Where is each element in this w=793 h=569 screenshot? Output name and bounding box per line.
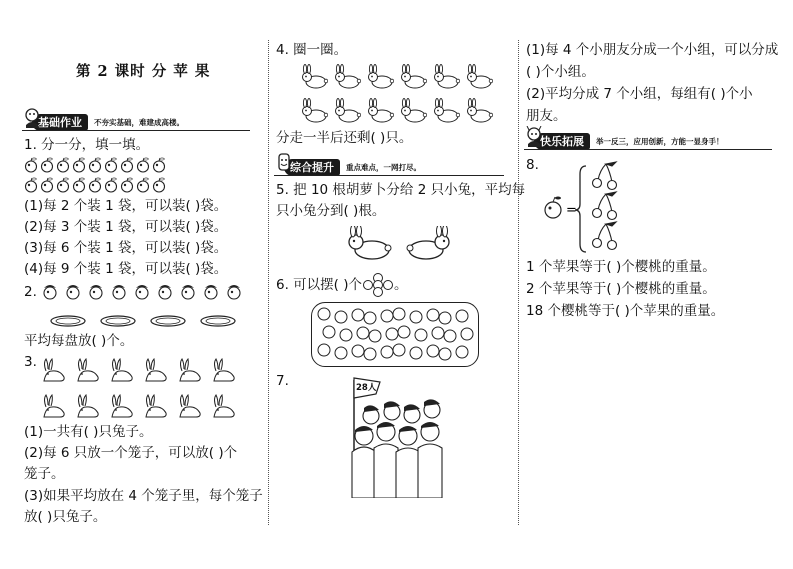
- q1-title: 1. 分一分，填一填。: [24, 137, 150, 153]
- apple-icon: [152, 177, 166, 193]
- cherry-icon: [593, 192, 617, 220]
- rabbit-icon: [300, 98, 328, 124]
- q3-line-1: (1)一共有( )只兔子。: [24, 424, 153, 440]
- q7-children-illustration: [346, 372, 448, 498]
- apple-icon: [63, 282, 83, 300]
- circle-icon: [439, 348, 451, 360]
- circle-icon: [398, 326, 410, 338]
- q3-rabbit-row-1: [40, 357, 238, 383]
- apple-icon: [136, 177, 150, 193]
- rabbit-icon: [333, 98, 361, 124]
- q7-line-2: ( )个小组。: [526, 64, 595, 80]
- q1-line-4: (4)每 9 个装 1 袋，可以装( )袋。: [24, 261, 228, 277]
- plate-icon: [100, 315, 136, 327]
- apple-icon: [120, 157, 134, 173]
- rabbit-icon: [74, 357, 102, 383]
- circle-icon: [352, 345, 364, 357]
- apple-icon: [155, 282, 175, 300]
- rabbit-icon: [40, 393, 68, 419]
- q3-line-4: (3)如果平均放在 4 个笼子里，每个笼子: [24, 488, 263, 504]
- column-divider-1: [268, 40, 269, 525]
- rabbit-icon: [432, 64, 460, 90]
- apple-icon: [120, 177, 134, 193]
- circle-icon: [393, 344, 405, 356]
- q3-line-2: (2)每 6 只放一个笼子，可以放( )个: [24, 445, 238, 461]
- circle-icon: [439, 312, 451, 324]
- rabbit-icon: [108, 393, 136, 419]
- rabbit-icon: [432, 98, 460, 124]
- extension-banner-label: 快乐拓展: [534, 133, 590, 150]
- q4-rabbit-row-2: [300, 98, 493, 124]
- q2-text: 平均每盘放( )个。: [24, 333, 134, 349]
- q7-line-4: 朋友。: [526, 108, 567, 124]
- q7-line-1: (1)每 4 个小朋友分成一个小组，可以分成: [526, 42, 779, 58]
- circle-icon: [444, 330, 456, 342]
- comprehensive-banner-label: 综合提升: [284, 159, 340, 176]
- q6-text-pre: 6. 可以摆( )个: [276, 277, 362, 293]
- q3-rabbit-row-2: [40, 393, 238, 419]
- circle-icon: [456, 346, 468, 358]
- q6-circle-box: [311, 302, 479, 367]
- apple-icon: [152, 157, 166, 173]
- q8-line-2: 2 个苹果等于( )个樱桃的重量。: [526, 281, 716, 297]
- plate-icon: [200, 315, 236, 327]
- q3-line-3: 笼子。: [24, 466, 65, 482]
- apple-icon: [136, 157, 150, 173]
- circle-icon: [364, 312, 376, 324]
- basic-banner-motto: 不夯实基础，难建成高楼。: [94, 117, 184, 127]
- circle-icon: [393, 308, 405, 320]
- q8-equation-figure: [540, 160, 630, 256]
- q1-apple-row-2: [24, 177, 166, 193]
- apple-icon: [104, 177, 118, 193]
- q5-rabbit-right: [404, 226, 454, 266]
- q4-rabbit-row-1: [300, 64, 493, 90]
- circle-icon: [456, 310, 468, 322]
- apple-icon: [40, 282, 60, 300]
- apple-icon: [72, 157, 86, 173]
- q5-rabbit-left: [344, 226, 394, 266]
- rabbit-icon: [40, 357, 68, 383]
- q8-line-3: 18 个樱桃等于( )个苹果的重量。: [526, 303, 725, 319]
- rabbit-icon: [465, 98, 493, 124]
- apple-icon: [72, 177, 86, 193]
- q1-line-1: (1)每 2 个装 1 袋，可以装( )袋。: [24, 198, 228, 214]
- extension-banner: [524, 132, 772, 150]
- q6-text-post: 。: [394, 277, 408, 293]
- mascot-icon: [274, 152, 294, 174]
- circle-icon: [369, 330, 381, 342]
- apple-icon: [201, 282, 221, 300]
- q1-line-3: (3)每 6 个装 1 袋，可以装( )袋。: [24, 240, 228, 256]
- apple-icon: [545, 197, 561, 219]
- circle-icon: [381, 310, 393, 322]
- apple-icon: [56, 157, 70, 173]
- circle-icon: [432, 327, 444, 339]
- q7-line-3: (2)平均分成 7 个小组，每组有( )个小: [526, 86, 753, 102]
- rabbit-icon: [465, 64, 493, 90]
- circle-icon: [381, 346, 393, 358]
- svg-text:=: =: [566, 203, 577, 218]
- q8-line-1: 1 个苹果等于( )个樱桃的重量。: [526, 259, 716, 275]
- q4-text: 分走一半后还剩( )只。: [276, 130, 413, 146]
- apple-icon: [56, 177, 70, 193]
- q3-line-5: 放( )只兔子。: [24, 509, 107, 525]
- apple-icon: [88, 157, 102, 173]
- rabbit-icon: [108, 357, 136, 383]
- circle-icon: [318, 344, 330, 356]
- basic-banner: [22, 113, 250, 131]
- rabbit-icon: [210, 393, 238, 419]
- page-title: 第 2 课时 分 苹 果: [76, 63, 211, 80]
- apple-icon: [132, 282, 152, 300]
- plate-icon: [50, 315, 86, 327]
- comprehensive-banner-motto: 重点难点，一网打尽。: [346, 162, 421, 172]
- flower-circles-icon: [362, 273, 394, 297]
- apple-icon: [86, 282, 106, 300]
- rabbit-icon: [333, 64, 361, 90]
- rabbit-icon: [399, 98, 427, 124]
- rabbit-icon: [300, 64, 328, 90]
- q2-number: 2.: [24, 284, 37, 300]
- mascot-icon: [524, 126, 544, 148]
- q2-apple-row: [40, 282, 244, 300]
- rabbit-icon: [74, 393, 102, 419]
- rabbit-icon: [366, 64, 394, 90]
- circle-icon: [352, 309, 364, 321]
- rabbit-icon: [176, 393, 204, 419]
- rabbit-icon: [399, 64, 427, 90]
- rabbit-icon: [366, 98, 394, 124]
- circle-icon: [410, 347, 422, 359]
- apple-icon: [24, 177, 38, 193]
- q4-title: 4. 圈一圈。: [276, 42, 348, 58]
- cherry-icon: [593, 162, 617, 190]
- circle-icon: [427, 309, 439, 321]
- circle-icon: [318, 308, 330, 320]
- circle-icon: [335, 311, 347, 323]
- column-divider-2: [518, 40, 519, 525]
- apple-icon: [224, 282, 244, 300]
- plate-icon: [150, 315, 186, 327]
- apple-icon: [40, 157, 54, 173]
- q1-apple-row-1: [24, 157, 166, 173]
- q5-line-2: 只小兔分到( )根。: [276, 203, 386, 219]
- q7-number: 7.: [276, 373, 289, 389]
- circle-icon: [386, 328, 398, 340]
- circle-icon: [461, 328, 473, 340]
- circle-icon: [410, 311, 422, 323]
- apple-icon: [104, 157, 118, 173]
- circle-icon: [427, 345, 439, 357]
- apple-icon: [40, 177, 54, 193]
- q8-number: 8.: [526, 157, 539, 173]
- mascot-icon: [22, 107, 42, 129]
- q1-line-2: (2)每 3 个装 1 袋，可以装( )袋。: [24, 219, 228, 235]
- circle-icon: [415, 329, 427, 341]
- q3-number: 3.: [24, 354, 37, 370]
- circle-icon: [335, 347, 347, 359]
- circle-icon: [357, 327, 369, 339]
- apple-icon: [24, 157, 38, 173]
- rabbit-icon: [176, 357, 204, 383]
- q2-plate-row: [50, 315, 236, 327]
- comprehensive-banner: [274, 158, 504, 176]
- apple-icon: [88, 177, 102, 193]
- cherry-icon: [593, 222, 617, 250]
- q6-text: [276, 273, 408, 297]
- extension-banner-motto: 举一反三，应用创新，方能一显身手！: [596, 136, 724, 146]
- rabbit-icon: [210, 357, 238, 383]
- apple-icon: [109, 282, 129, 300]
- rabbit-icon: [142, 393, 170, 419]
- basic-banner-label: 基础作业: [32, 114, 88, 131]
- circle-icon: [364, 348, 376, 360]
- circle-icon: [340, 329, 352, 341]
- q5-line-1: 5. 把 10 根胡萝卜分给 2 只小兔，平均每: [276, 182, 526, 198]
- q7-flag-text: 28人: [356, 383, 377, 393]
- apple-icon: [178, 282, 198, 300]
- rabbit-icon: [142, 357, 170, 383]
- circle-icon: [323, 326, 335, 338]
